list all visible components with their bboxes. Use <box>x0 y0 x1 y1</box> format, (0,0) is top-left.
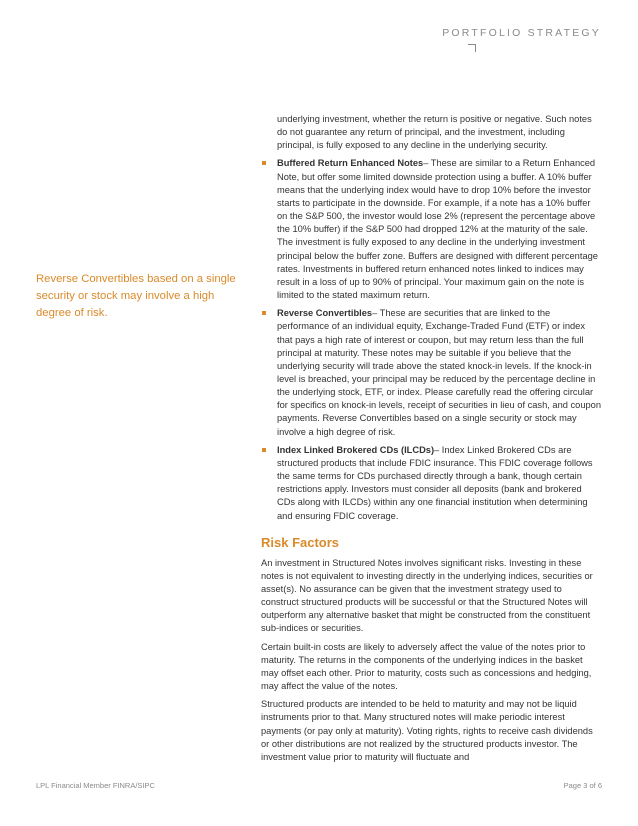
corner-mark-icon <box>468 44 476 52</box>
header-title: PORTFOLIO STRATEGY <box>442 27 601 39</box>
bullet-icon <box>262 161 266 165</box>
bullet-icon <box>262 311 266 315</box>
footer-left: LPL Financial Member FINRA/SIPC <box>36 781 155 790</box>
list-item <box>261 444 601 523</box>
bullet-term: Buffered Return Enhanced Notes <box>277 158 424 169</box>
bullet-text: – These are securities that are linked to the performance of an individual equity, Exchange-Traded Fund (ETF) or index that pays a high rate of interest or coupon, but may return less than the full principal at maturity. These notes may be suitable if you believe that the underlying security will trade above the stated knock-in levels. If the knock-in level is breached, your principal may be reduced by the percentage decline in the underlying stock, ETF, or index. Please carefully read the offering circular for specifics on knock-in levels, receipt of securities in lieu of cash, and coupon payments. Reverse Convertibles based on a single security or stock may involve a high degree of risk. <box>277 308 602 437</box>
bullet-term: Index Linked Brokered CDs (ILCDs) <box>277 444 435 455</box>
list-item <box>261 157 601 302</box>
pullquote: Reverse Convertibles based on a single security or stock may involve a high degree of risk. <box>36 273 236 319</box>
bullet-list <box>261 157 601 522</box>
paragraph: Certain built-in costs are likely to adversely affect the value of the notes prior to maturity. The returns in the components of the underlying indices in the basket may offset each other. Prior to maturity, costs such as concessions and hedging, may affect the value of the notes. <box>261 641 592 692</box>
bullet-term: Reverse Convertibles <box>277 308 373 319</box>
continuation-paragraph: underlying investment, whether the return is positive or negative. Such notes do not guarantee any return of principal, and the investment, including principal, is fully exposed to any decline in the underlying security. <box>277 114 592 151</box>
paragraph: An investment in Structured Notes involves significant risks. Investing in these notes is not equivalent to investing directly in the underlying indices, securities or asset(s). No assurance can be given that the investment strategy used to construct structured products will be successful or that the Structured Notes will outperform any alternative basket that might be constructed from the constituent sub-indices or securities. <box>261 557 593 634</box>
list-item <box>261 307 601 439</box>
main-column <box>261 113 601 769</box>
bullet-text: – Index Linked Brokered CDs are structured products that include FDIC insurance. This FDIC coverage follows the same terms for CDs purchased directly through a bank, though certain restrictions apply. Investors must consider all deposits (bank and brokered CDs along with ILCDs) within any one financial institution when determining and ensuring FDIC coverage. <box>277 444 593 521</box>
paragraph: Structured products are intended to be held to maturity and may not be liquid instruments prior to that. Many structured notes will make periodic interest payments (or pay only at maturity). Voting rights, rights to receive cash dividends or other distributions are not realized by the structured products investor. The investment value prior to maturity will fluctuate and <box>261 699 593 762</box>
bullet-icon <box>262 448 266 452</box>
page-number: Page 3 of 6 <box>563 781 602 790</box>
section-heading: Risk Factors <box>261 534 340 550</box>
bullet-text: – These are similar to a Return Enhanced Note, but offer some limited downside protection using a buffer. A 10% buffer means that the underlying index would have to drop 10% before the investor starts to participate in the downside. For example, if a note has a 10% buffer on the S&P 500, the investor would lose 2% (represent the percentage above the 10% buffer) if the S&P 500 had dropped 12% at the maturity of the sale. The investment is fully exposed to any decline in the underlying investment principal below the buffer zone. Buffers are designed with different percentage rates. Investments in buffered return enhanced notes linked to indices may result in a loss of up to 90% of principal. Your maximum gain on the note is limited to the stated maximum return. <box>277 158 598 301</box>
